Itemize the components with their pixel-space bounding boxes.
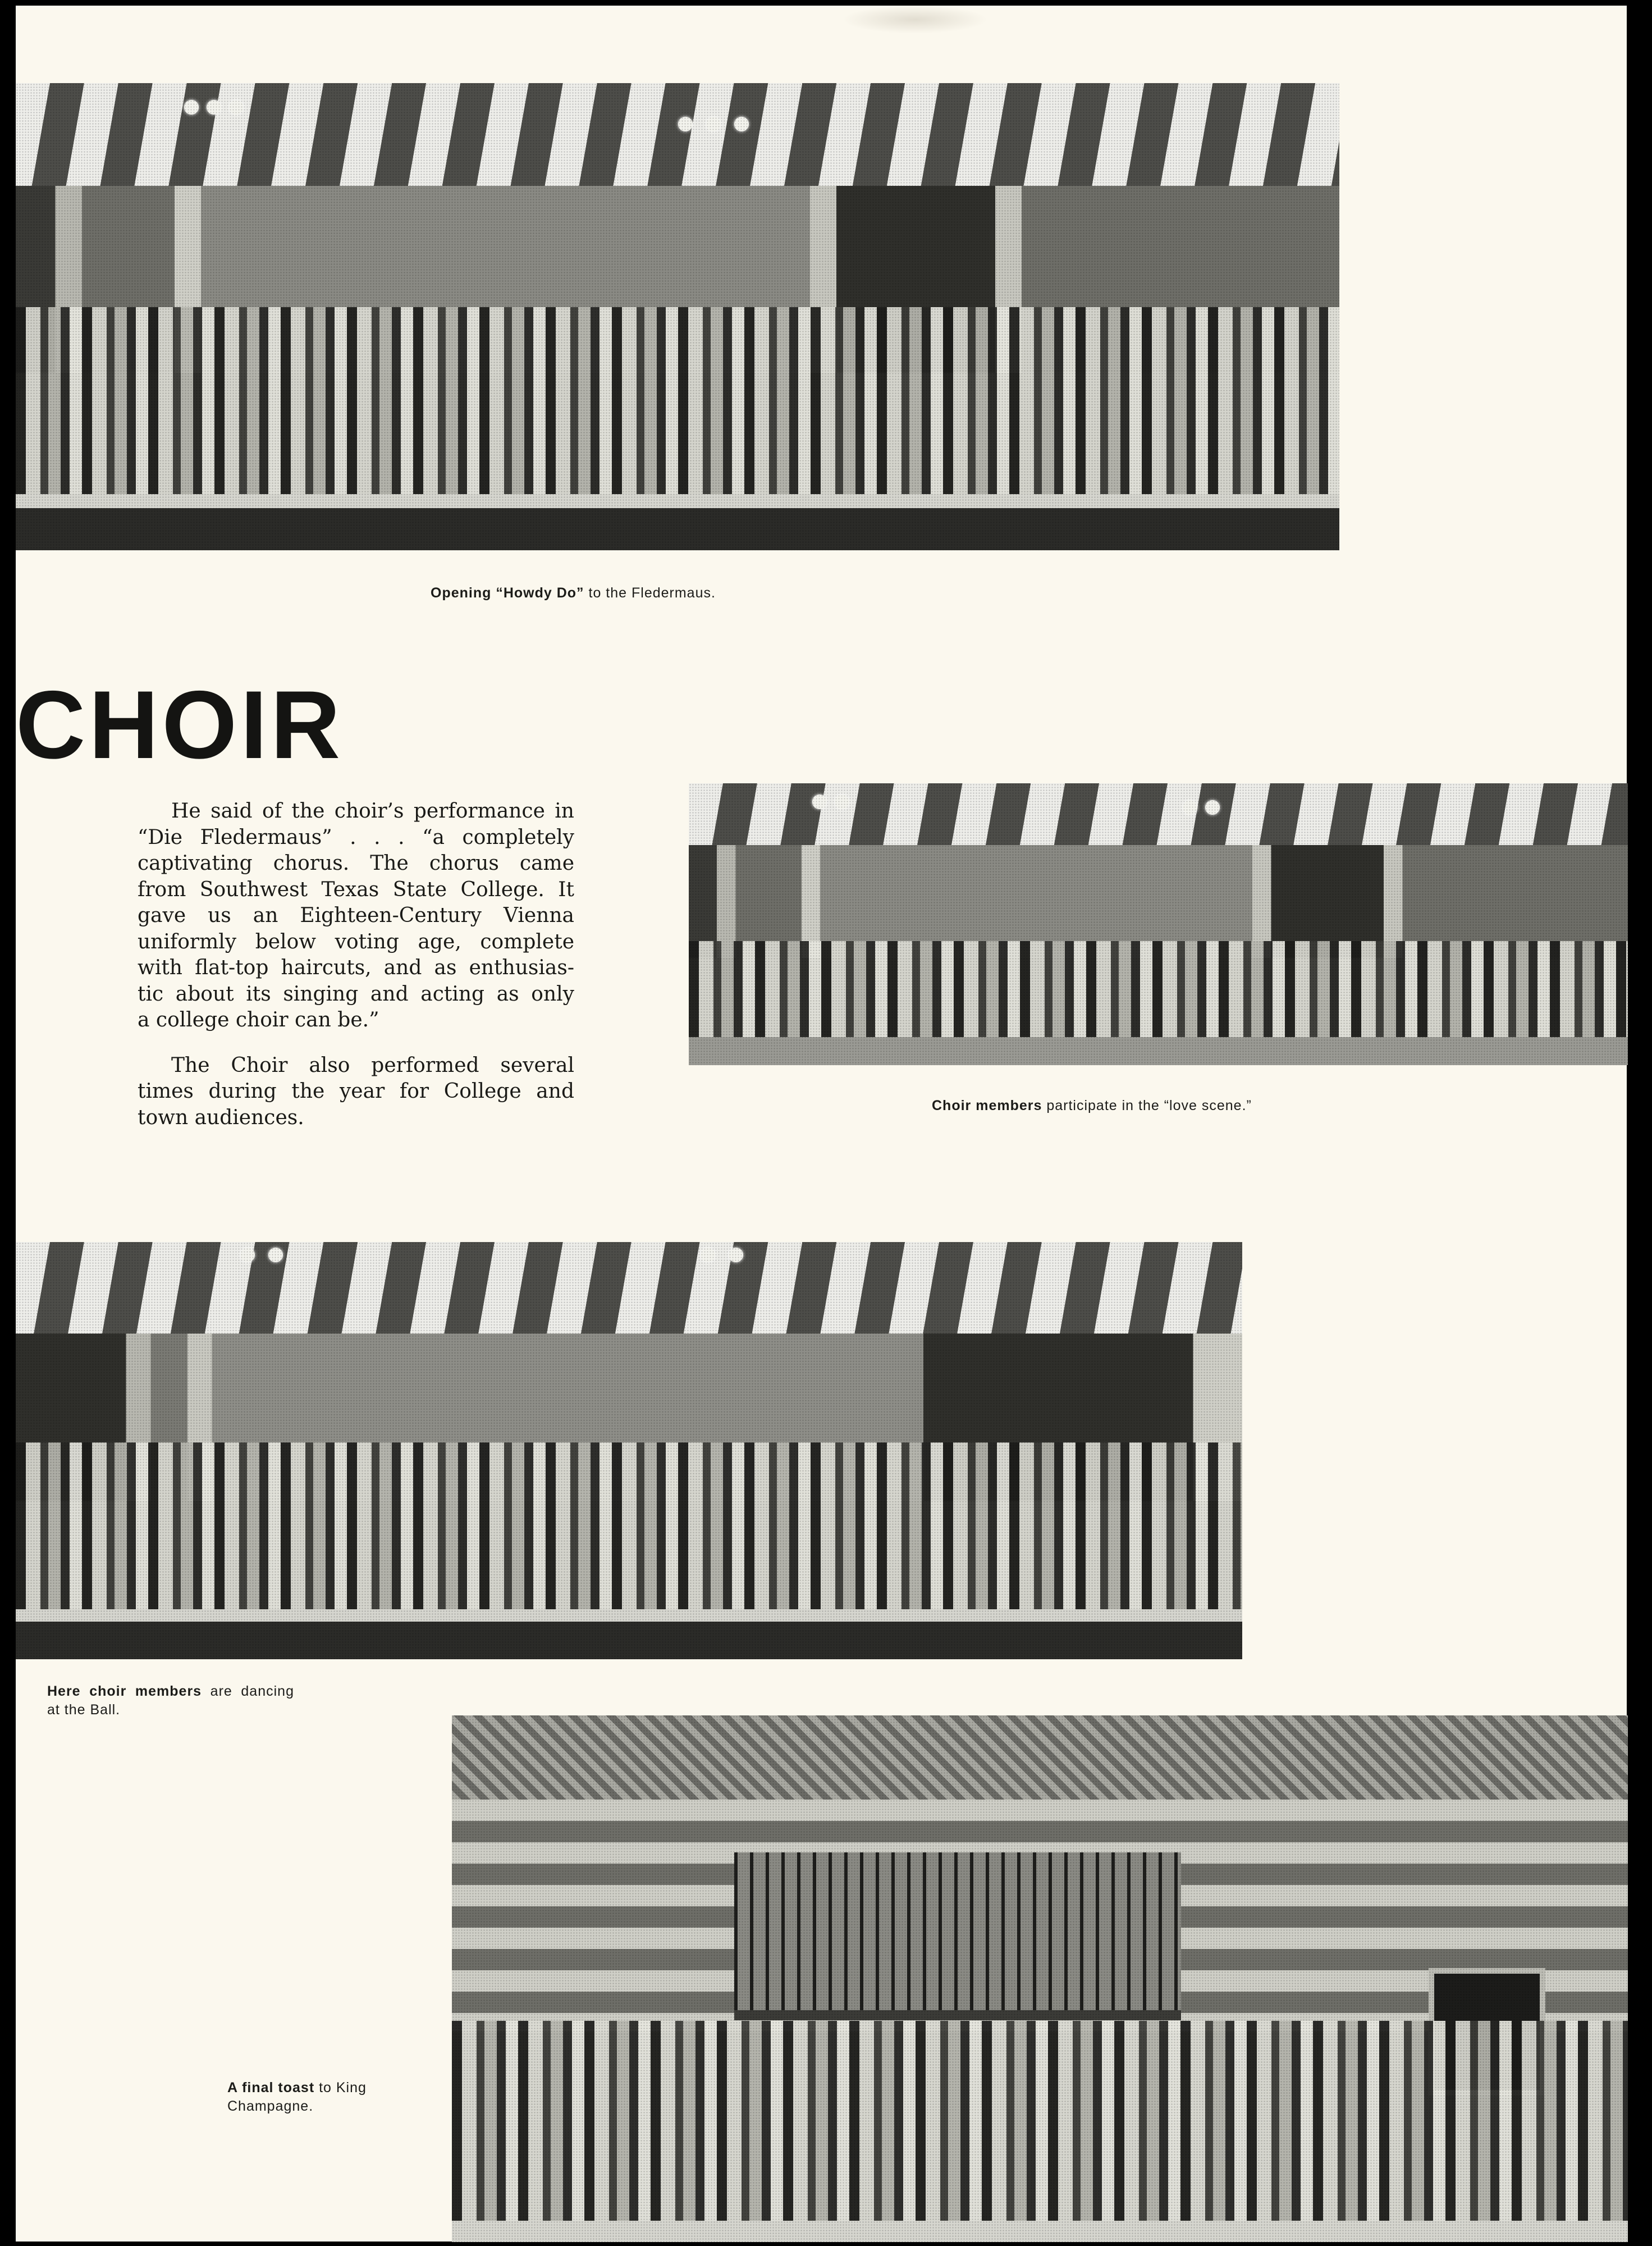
article-line: “Die Fledermaus” . . . “a completely (138, 825, 574, 849)
chandelier-light (835, 795, 849, 809)
scan-border-left (0, 0, 16, 2246)
stage-edge (16, 494, 1339, 508)
chandelier-light (701, 1248, 715, 1262)
caption-bold: Choir members (932, 1098, 1042, 1113)
article-line: with flat-top haircuts, and as enthusias- (138, 956, 574, 979)
print-bleed-smudge (842, 6, 988, 34)
article-line: captivating chorus. The chorus came (138, 852, 574, 875)
toasting-cast (452, 2021, 1628, 2221)
chandelier-light (207, 100, 221, 115)
article-line: He said of the choir’s performance in (171, 800, 574, 823)
section-title: CHOIR (16, 671, 344, 779)
stage-floor (689, 1037, 1628, 1065)
scan-border-right (1627, 0, 1652, 2246)
caption-bold: Here choir members (47, 1683, 202, 1699)
dancing-couples (16, 1442, 1242, 1609)
photo-final-toast (452, 1715, 1628, 2242)
caption-bold: Opening “Howdy Do” (431, 585, 584, 601)
caption-howdy-do (431, 584, 716, 602)
chandelier-light (734, 117, 749, 131)
article-line: a college choir can be.” (138, 1008, 379, 1031)
caption-ball (47, 1682, 294, 1719)
chandelier-light (229, 100, 244, 115)
striped-canopy (689, 783, 1628, 845)
article-line: from Southwest Texas State College. It (138, 878, 574, 901)
article-paragraph-2 (138, 1053, 574, 1131)
caption-love-scene (932, 1097, 1252, 1115)
photo-ball-dance (16, 1242, 1242, 1659)
stage-edge (16, 1609, 1242, 1622)
chandelier-light (729, 1248, 743, 1262)
article-body (138, 798, 574, 1150)
striped-canopy (16, 83, 1339, 186)
article-paragraph-1 (138, 798, 574, 1034)
chandelier-light (1205, 800, 1220, 815)
scan-border-top (0, 0, 1652, 6)
photo-love-scene (689, 783, 1628, 1065)
chandelier-light (184, 100, 199, 115)
caption-text: to King Champagne. (227, 2080, 367, 2114)
orchestra-pit (16, 1622, 1242, 1659)
caption-text: participate in the “love scene.” (1042, 1098, 1252, 1113)
article-line: tic about its singing and acting as only (138, 982, 574, 1006)
article-line: times during the year for College and (138, 1080, 574, 1103)
caption-text: are dancing at the Ball. (47, 1683, 294, 1718)
article-line: town audiences. (138, 1106, 304, 1129)
article-line: The Choir also performed several (171, 1053, 574, 1077)
cast-lineup (16, 307, 1339, 494)
chandelier-light (240, 1248, 255, 1262)
chandelier-light (678, 117, 693, 131)
lattice-proscenium (452, 1715, 1628, 1800)
balcony-with-railing (734, 1852, 1181, 2020)
photo-opening-howdy-do (16, 83, 1339, 550)
caption-toast (227, 2079, 418, 2116)
chandelier-light (706, 117, 721, 131)
chandelier-light (1183, 800, 1197, 815)
striped-canopy (16, 1242, 1242, 1334)
chandelier-light (812, 795, 827, 809)
article-line: gave us an Eighteen-Century Vienna (138, 904, 574, 927)
stage-edge (452, 2221, 1628, 2242)
orchestra-pit (16, 508, 1339, 550)
article-line: uniformly below voting age, complete (138, 930, 574, 953)
scan-border-bottom (0, 2242, 1652, 2246)
caption-bold: A final toast (227, 2080, 315, 2096)
caption-text: to the Fledermaus. (584, 585, 716, 601)
seated-cast (689, 941, 1628, 1037)
chandelier-light (268, 1248, 283, 1262)
